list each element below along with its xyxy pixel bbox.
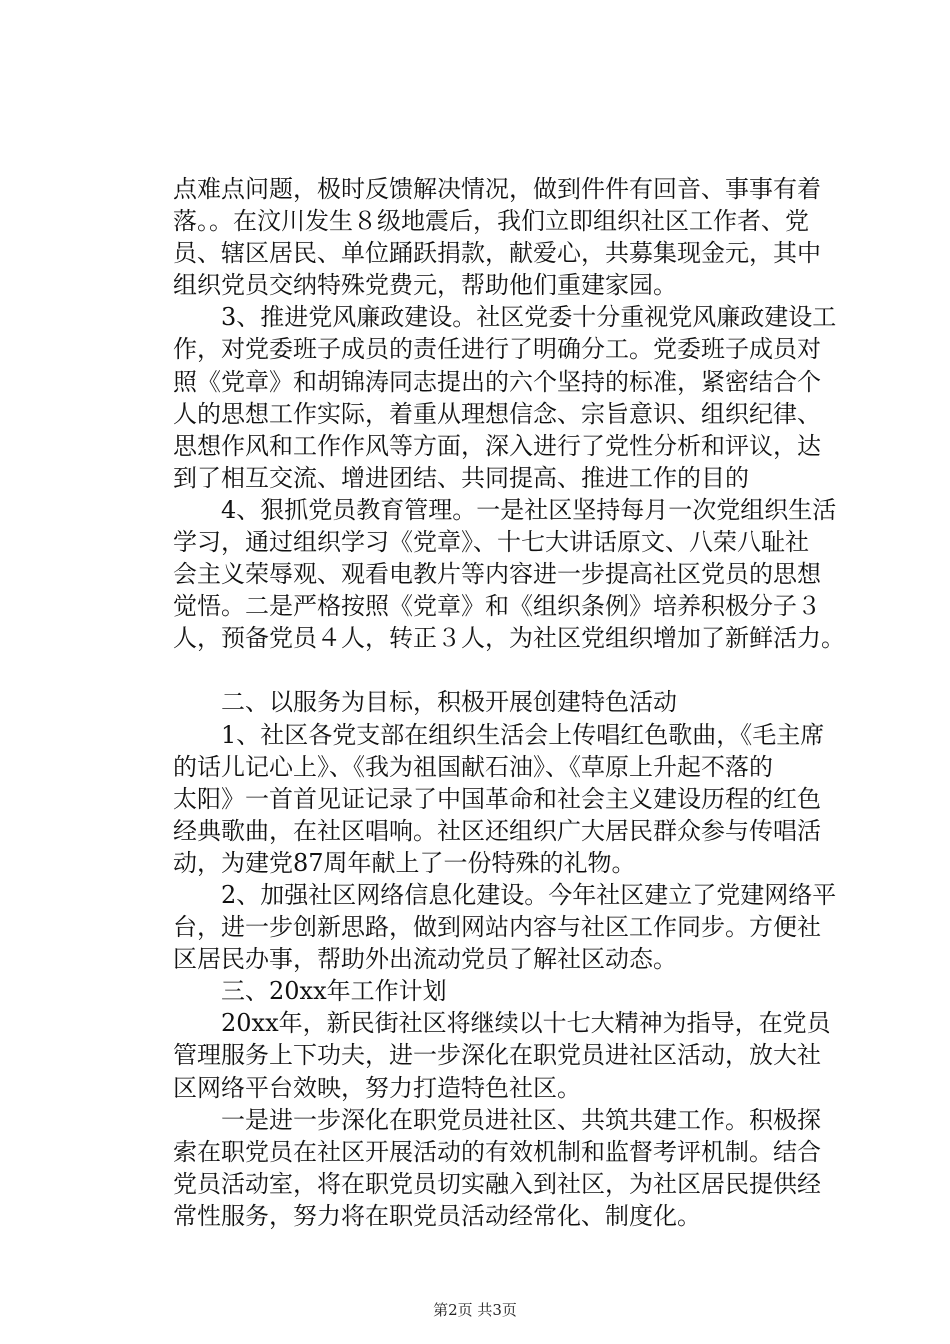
- text-line: 照《党章》和胡锦涛同志提出的六个坚持的标准，紧密结合个: [173, 367, 821, 396]
- page-footer: 第2页 共3页: [433, 1301, 517, 1319]
- text-line: 觉悟。二是严格按照《党章》和《组织条例》培养积极分子３: [173, 592, 821, 621]
- text-line: 员、辖区居民、单位踊跃捐款，献爱心，共募集现金元，其中: [173, 239, 821, 268]
- text-line: 到了相互交流、增进团结、共同提高、推进工作的目的: [173, 463, 749, 492]
- text-line: 1、社区各党支部在组织生活会上传唱红色歌曲，《毛主席: [173, 720, 825, 749]
- text-line: 人，预备党员４人，转正３人，为社区党组织增加了新鲜活力。: [173, 624, 845, 653]
- paragraph-gap: [173, 654, 853, 686]
- text-line: 台，进一步创新思路，做到网站内容与社区工作同步。方便社: [173, 913, 821, 942]
- text-line: 太阳》一首首见证记录了中国革命和社会主义建设历程的红色: [173, 784, 821, 813]
- text-line: 人的思想工作实际，着重从理想信念、宗旨意识、组织纪律、: [173, 399, 821, 428]
- text-line: 3、推进党风廉政建设。社区党委十分重视党风廉政建设工: [173, 303, 837, 332]
- text-line: 动，为建党87周年献上了一份特殊的礼物。: [173, 848, 636, 877]
- text-line: 一是进一步深化在职党员进社区、共筑共建工作。积极探: [173, 1105, 821, 1134]
- text-line: 管理服务上下功夫，进一步深化在职党员进社区活动，放大社: [173, 1041, 821, 1070]
- text-line: 学习，通过组织学习《党章》、十七大讲话原文、八荣八耻社: [173, 528, 809, 557]
- text-line: 区网络平台效映，努力打造特色社区。: [173, 1073, 581, 1102]
- text-line: 党员活动室，将在职党员切实融入到社区，为社区居民提供经: [173, 1169, 821, 1198]
- text-line: 4、狠抓党员教育管理。一是社区坚持每月一次党组织生活: [173, 495, 837, 524]
- text-line: 常性服务，努力将在职党员活动经常化、制度化。: [173, 1201, 701, 1230]
- text-line: 经典歌曲，在社区唱响。社区还组织广大居民群众参与传唱活: [173, 816, 821, 845]
- text-line: 二、以服务为目标，积极开展创建特色活动: [173, 688, 677, 717]
- text-line: 点难点问题，极时反馈解决情况，做到件件有回音、事事有着: [173, 175, 821, 203]
- text-line: 落。。在汶川发生８级地震后，我们立即组织社区工作者、党: [173, 207, 809, 236]
- text-line: 会主义荣辱观、观看电教片等内容进一步提高社区党员的思想: [173, 560, 821, 589]
- text-line: 组织党员交纳特殊党费元，帮助他们重建家园。: [173, 271, 677, 300]
- paragraph-block-1: [173, 173, 853, 654]
- text-line: 作，对党委班子成员的责任进行了明确分工。党委班子成员对: [173, 335, 821, 364]
- document-body: [173, 173, 853, 1232]
- text-line: 索在职党员在社区开展活动的有效机制和监督考评机制。结合: [173, 1137, 821, 1166]
- text-line: 思想作风和工作作风等方面，深入进行了党性分析和评议，达: [173, 431, 821, 460]
- text-line: 2、加强社区网络信息化建设。今年社区建立了党建网络平: [173, 880, 837, 909]
- text-line: 的话儿记心上》、《我为祖国献石油》、《草原上升起不落的: [173, 752, 773, 781]
- paragraph-block-2: [173, 686, 853, 1232]
- text-line: 三、20xx年工作计划: [173, 977, 447, 1006]
- text-line: 区居民办事，帮助外出流动党员了解社区动态。: [173, 945, 677, 974]
- text-line: 20xx年，新民街社区将继续以十七大精神为指导，在党员: [173, 1009, 831, 1038]
